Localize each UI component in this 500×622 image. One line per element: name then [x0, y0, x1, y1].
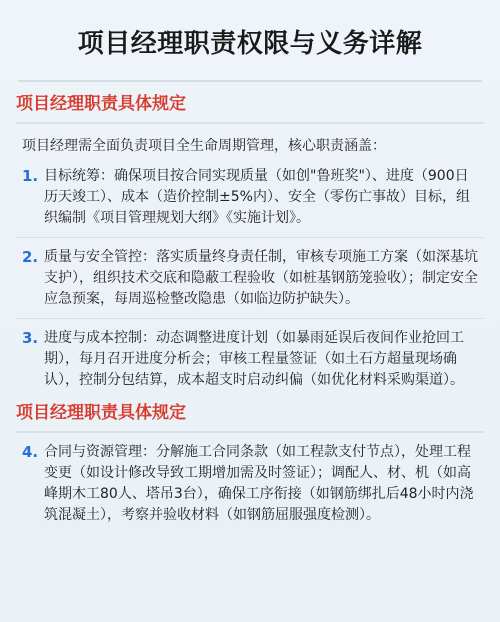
- item-divider: [16, 237, 484, 238]
- section-2: [16, 401, 478, 526]
- item-text: 目标统筹：确保项目按合同实现质量（如创"鲁班奖"）、进度（900日历天竣工）、成本（造价控制±5%内）、安全（零伤亡事故）目标，组织编制《项目管理规划大纲》《实施计划》。: [44, 168, 470, 226]
- item-divider: [16, 318, 484, 319]
- section-divider: [16, 431, 484, 433]
- item-text: 进度与成本控制：动态调整进度计划（如暴雨延误后夜间作业抢回工期），每月召开进度分析会；审核工程量签证（如土石方超量现场确认），控制分包结算，成本超支时启动纠偏（如优化材料采购渠道）。: [44, 330, 464, 388]
- item-number: 1.: [22, 167, 39, 185]
- page-title: 项目经理职责权限与义务详解: [77, 29, 423, 59]
- item-number: 2.: [22, 248, 39, 266]
- item-text: 合同与资源管理：分解施工合同条款（如工程款支付节点），处理工程变更（如设计修改导致工期增加需及时签证）；调配人、材、机（如高峰期木工80人、塔吊3台），确保工序衔接（如钢筋绑扎后48小时内浇筑混凝土），考察并验收材料（如钢筋屈服强度检测）。: [44, 444, 474, 523]
- list-item: [22, 247, 478, 310]
- section-1: [16, 92, 478, 391]
- section-divider: [16, 122, 484, 124]
- section-intro: 项目经理需全面负责项目全生命周期管理，核心职责涵盖：: [22, 138, 386, 154]
- list-item: [22, 442, 478, 526]
- title-divider: [18, 80, 482, 82]
- list-item: [22, 328, 478, 391]
- item-number: 3.: [22, 329, 39, 347]
- section-heading: 项目经理职责具体规定: [16, 94, 186, 114]
- list-item: [22, 166, 478, 229]
- item-number: 4.: [22, 443, 39, 461]
- item-text: 质量与安全管控：落实质量终身责任制，审核专项施工方案（如深基坑支护），组织技术交底和隐蔽工程验收（如桩基钢筋笼验收）；制定安全应急预案，每周巡检整改隐患（如临边防护缺失）。: [44, 249, 478, 307]
- section-heading: 项目经理职责具体规定: [16, 403, 186, 423]
